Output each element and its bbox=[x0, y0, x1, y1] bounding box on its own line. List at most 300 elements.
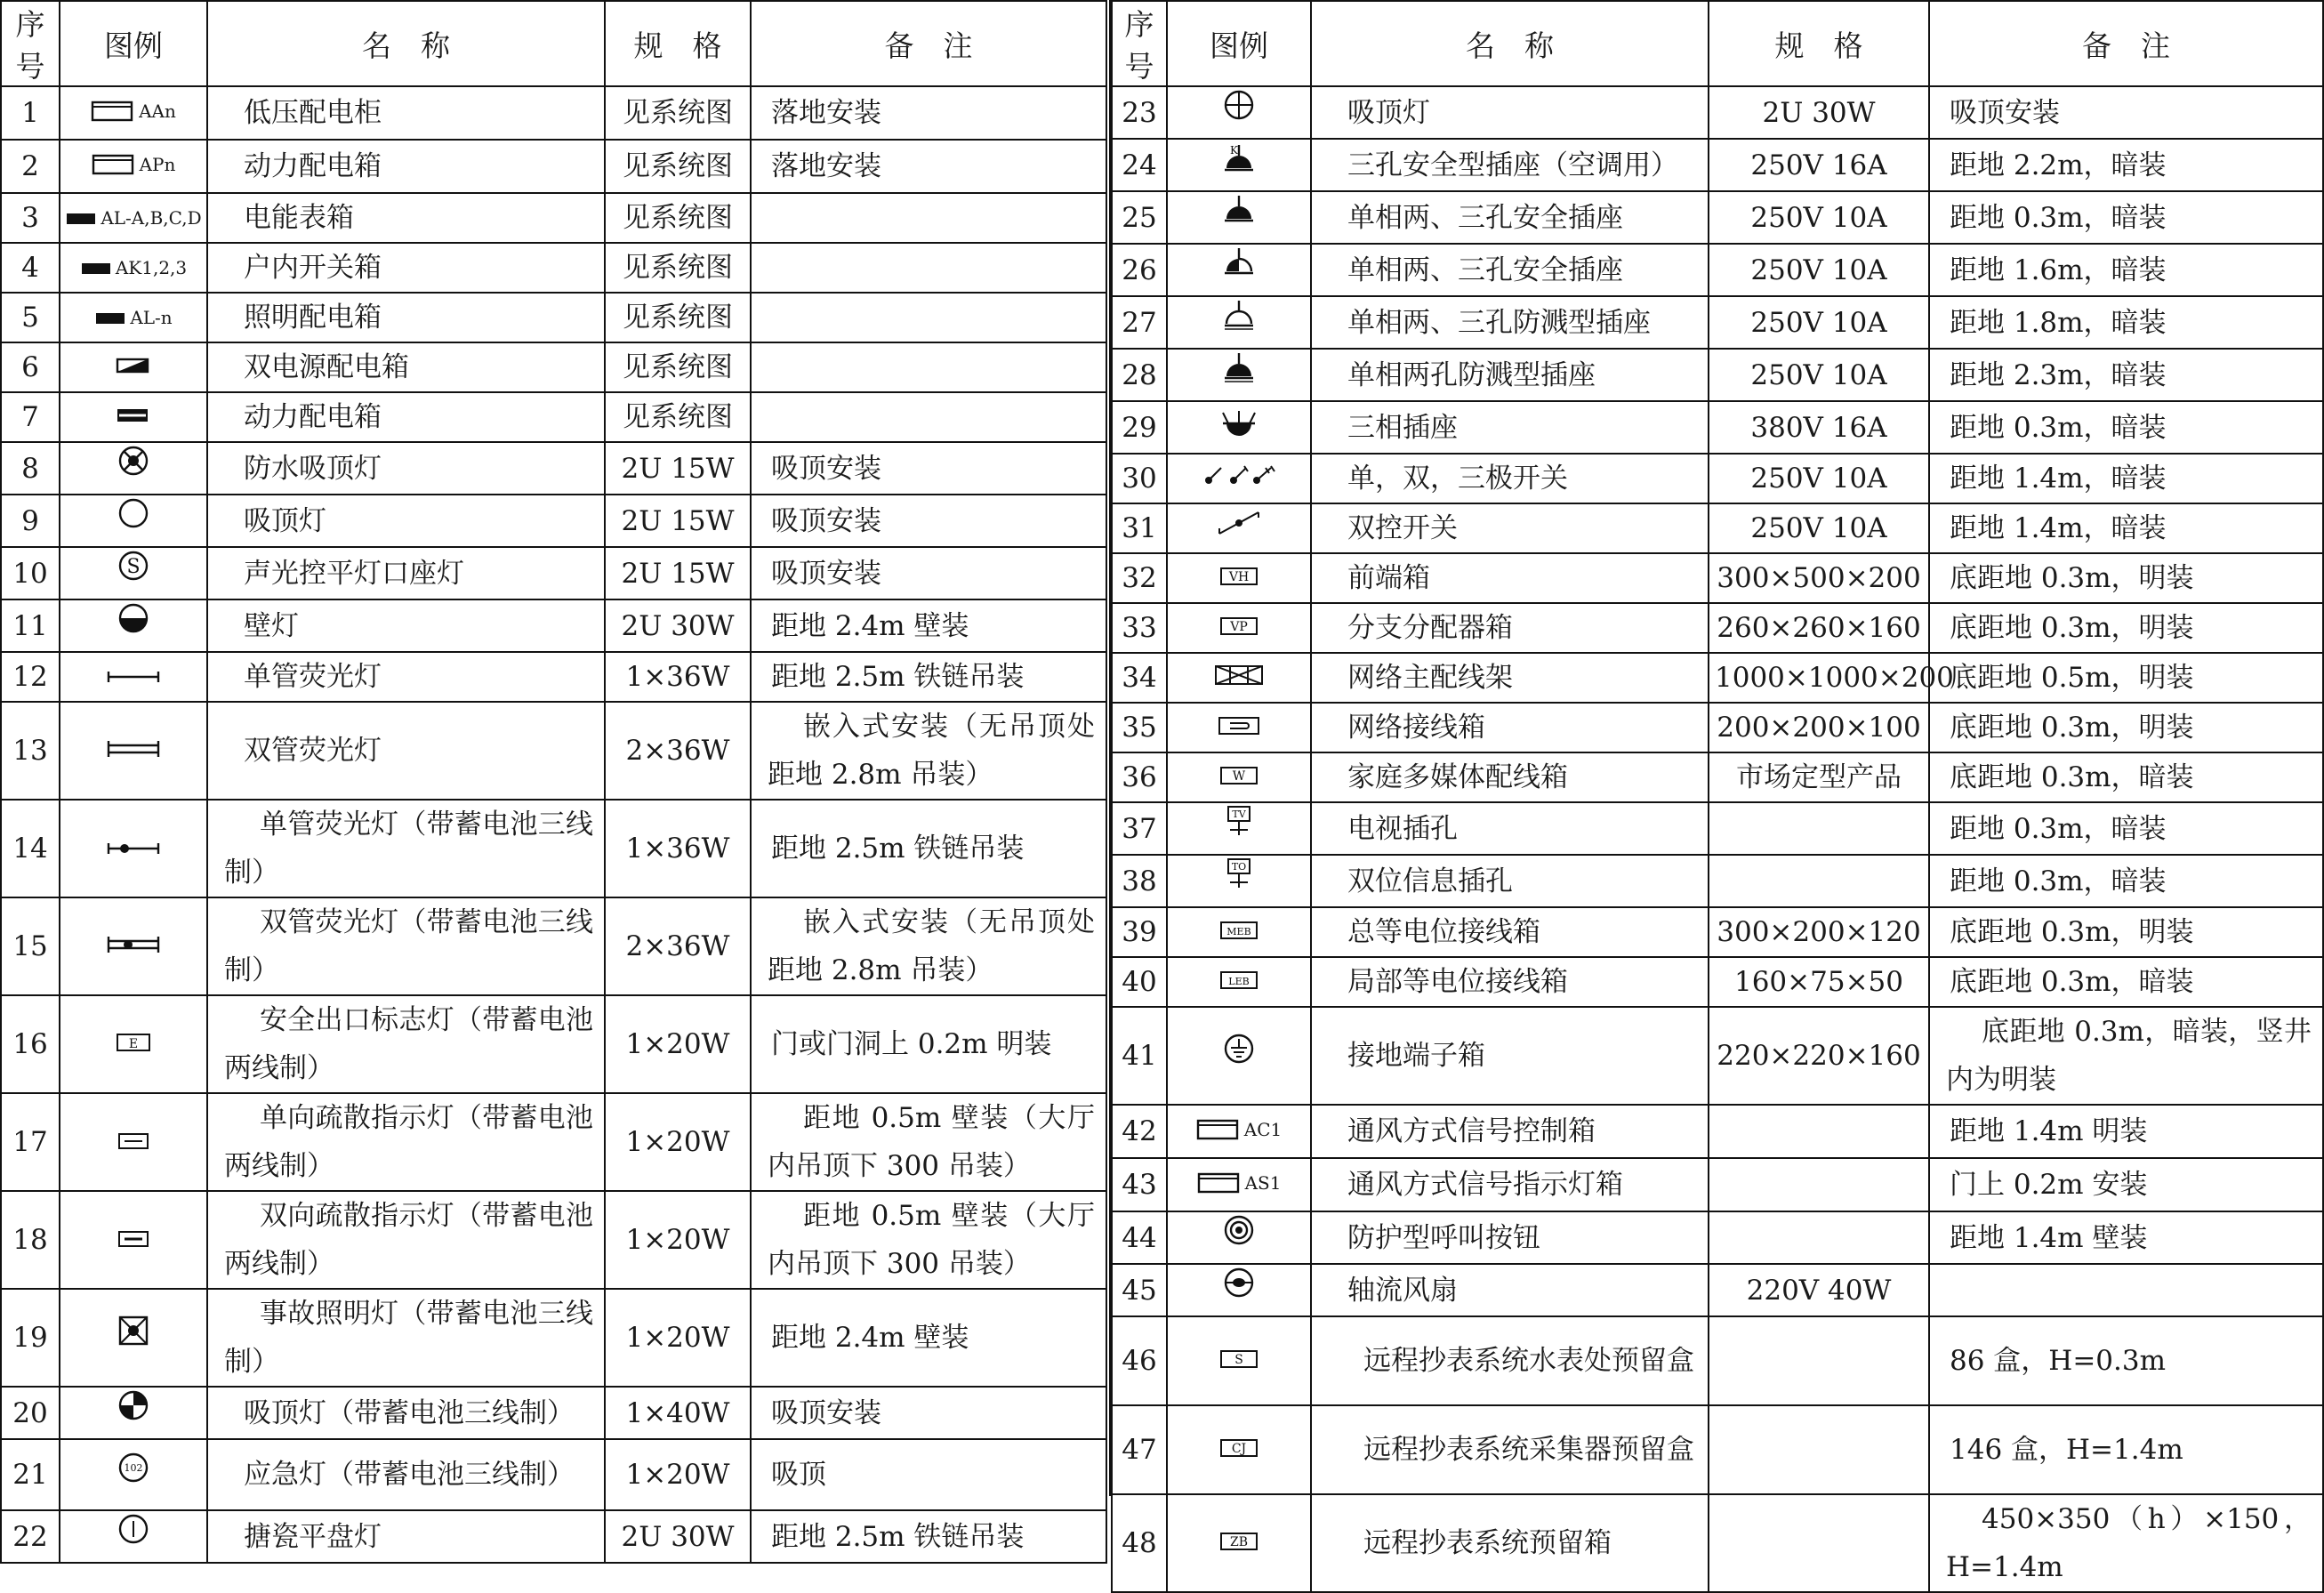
ground-terminal-icon bbox=[1221, 1031, 1257, 1066]
item-spec: 2U 30W bbox=[1709, 86, 1929, 139]
symbol-cell bbox=[60, 1289, 207, 1387]
header-name: 名 称 bbox=[1311, 1, 1709, 86]
symbol-label: AL-n bbox=[130, 307, 173, 328]
item-note: 吸顶安装 bbox=[751, 1387, 1106, 1439]
item-note: 底距地 0.3m，暗装 bbox=[1929, 752, 2323, 802]
header-symbol: 图例 bbox=[60, 1, 207, 86]
item-note: 吸顶 bbox=[751, 1439, 1106, 1510]
emergency-102-icon bbox=[116, 1450, 151, 1485]
header-no: 序号 bbox=[1, 1, 60, 86]
symbol-cell bbox=[60, 897, 207, 995]
row-number: 33 bbox=[1112, 603, 1167, 653]
symbol-cell bbox=[60, 293, 207, 342]
symbol-cell bbox=[1167, 191, 1311, 244]
safety-socket-icon bbox=[1221, 192, 1257, 228]
svg-text:ZB: ZB bbox=[1229, 1535, 1249, 1549]
header-spec: 规 格 bbox=[1709, 1, 1929, 86]
table-header-row bbox=[1, 1, 1106, 86]
table-row bbox=[1, 1387, 1106, 1439]
item-spec bbox=[1709, 1158, 1929, 1211]
item-note: 底距地 0.3m，暗装，竖井内为明装 bbox=[1929, 1007, 2323, 1105]
item-spec: 见系统图 bbox=[605, 342, 751, 392]
item-note bbox=[751, 293, 1106, 342]
table-row bbox=[1112, 401, 2323, 454]
row-number: 35 bbox=[1112, 703, 1167, 752]
two-way-switch-icon bbox=[1214, 509, 1264, 537]
item-spec: 2U 15W bbox=[605, 495, 751, 547]
svg-text:VH: VH bbox=[1228, 570, 1250, 584]
item-spec: 250V 10A bbox=[1709, 454, 1929, 503]
table-row bbox=[1112, 1007, 2323, 1105]
box-label-icon bbox=[1196, 1117, 1241, 1142]
row-number: 17 bbox=[1, 1093, 60, 1191]
item-spec bbox=[1709, 1316, 1929, 1405]
item-spec: 2U 30W bbox=[605, 599, 751, 652]
table-row bbox=[1, 342, 1106, 392]
legend-table-right bbox=[1111, 0, 2322, 1583]
symbol-cell bbox=[60, 342, 207, 392]
item-name: 动力配电箱 bbox=[207, 392, 605, 442]
row-number: 4 bbox=[1, 243, 60, 293]
item-spec: 1×20W bbox=[605, 995, 751, 1093]
item-note: 落地安装 bbox=[751, 140, 1106, 193]
item-spec: 1×20W bbox=[605, 1191, 751, 1289]
power-box-icon bbox=[116, 405, 151, 426]
symbol-cell bbox=[60, 86, 207, 140]
row-number: 45 bbox=[1112, 1264, 1167, 1316]
item-name: 总等电位接线箱 bbox=[1311, 907, 1709, 957]
sound-light-lamp-icon bbox=[116, 548, 151, 583]
axial-fan-icon bbox=[1221, 1265, 1257, 1300]
item-note bbox=[751, 392, 1106, 442]
item-note: 吸顶安装 bbox=[1929, 86, 2323, 139]
item-name: 单相两、三孔安全插座 bbox=[1311, 244, 1709, 296]
symbol-cell bbox=[60, 995, 207, 1093]
item-name: 三孔安全型插座（空调用） bbox=[1311, 139, 1709, 191]
item-name: 双位信息插孔 bbox=[1311, 855, 1709, 907]
item-note: 底距地 0.3m，明装 bbox=[1929, 703, 2323, 752]
item-name: 家庭多媒体配线箱 bbox=[1311, 752, 1709, 802]
battery-ceiling-lamp-icon bbox=[116, 1388, 151, 1423]
symbol-label: AAn bbox=[139, 101, 176, 122]
splashproof-two-hole-icon bbox=[1221, 350, 1257, 385]
header-name: 名 称 bbox=[207, 1, 605, 86]
table-row bbox=[1, 652, 1106, 702]
item-note bbox=[751, 193, 1106, 243]
one-way-evacuation-icon bbox=[116, 1131, 151, 1151]
symbol-cell bbox=[1167, 1264, 1311, 1316]
item-spec bbox=[1709, 802, 1929, 855]
splashproof-socket-icon bbox=[1221, 297, 1257, 333]
item-note: 门或门洞上 0.2m 明装 bbox=[751, 995, 1106, 1093]
item-name: 吸顶灯 bbox=[207, 495, 605, 547]
item-note: 距地 0.5m 壁装（大厅内吊顶下 300 吊装） bbox=[751, 1093, 1106, 1191]
item-note: 吸顶安装 bbox=[751, 442, 1106, 495]
row-number: 3 bbox=[1, 193, 60, 243]
table-row bbox=[1112, 752, 2323, 802]
item-spec: 250V 10A bbox=[1709, 191, 1929, 244]
table-row bbox=[1112, 1158, 2323, 1211]
ceiling-lamp-cross-icon bbox=[1221, 87, 1257, 123]
item-note: 距地 2.4m 壁装 bbox=[751, 1289, 1106, 1387]
labeled-box-icon bbox=[1219, 1348, 1258, 1370]
symbol-cell bbox=[60, 1439, 207, 1510]
row-number: 2 bbox=[1, 140, 60, 193]
table-row bbox=[1, 392, 1106, 442]
item-name: 分支分配器箱 bbox=[1311, 603, 1709, 653]
double-fluorescent-battery-icon bbox=[105, 934, 162, 955]
row-number: 10 bbox=[1, 547, 60, 599]
table-row bbox=[1, 1191, 1106, 1289]
item-name: 网络接线箱 bbox=[1311, 703, 1709, 752]
row-number: 21 bbox=[1, 1439, 60, 1510]
item-name: 双控开关 bbox=[1311, 503, 1709, 553]
item-note: 距地 1.4m 壁装 bbox=[1929, 1211, 2323, 1264]
row-number: 46 bbox=[1112, 1316, 1167, 1405]
symbol-cell bbox=[1167, 1405, 1311, 1494]
symbol-cell bbox=[60, 1387, 207, 1439]
item-spec: 300×500×200 bbox=[1709, 553, 1929, 603]
crossed-box-icon bbox=[1214, 664, 1264, 687]
symbol-cell bbox=[1167, 349, 1311, 401]
item-spec: 1×20W bbox=[605, 1093, 751, 1191]
ceiling-lamp-icon bbox=[116, 495, 151, 531]
svg-text:S: S bbox=[1234, 1353, 1243, 1367]
item-name: 吸顶灯 bbox=[1311, 86, 1709, 139]
symbol-cell bbox=[60, 1093, 207, 1191]
row-number: 38 bbox=[1112, 855, 1167, 907]
table-row bbox=[1, 800, 1106, 897]
labeled-box-icon bbox=[1219, 1437, 1258, 1459]
item-name: 动力配电箱 bbox=[207, 140, 605, 193]
single-fluorescent-icon bbox=[105, 668, 162, 686]
symbol-cell bbox=[1167, 752, 1311, 802]
svg-text:W: W bbox=[1232, 769, 1246, 784]
filled-rect-label-icon bbox=[80, 259, 112, 277]
item-name: 壁灯 bbox=[207, 599, 605, 652]
call-button-icon bbox=[1221, 1212, 1257, 1248]
table-row bbox=[1112, 855, 2323, 907]
row-number: 36 bbox=[1112, 752, 1167, 802]
item-name: 搪瓷平盘灯 bbox=[207, 1510, 605, 1563]
waterproof-lamp-icon bbox=[116, 443, 151, 479]
item-spec: 见系统图 bbox=[605, 392, 751, 442]
info-outlet-icon bbox=[1221, 856, 1257, 891]
item-note: 距地 1.4m，暗装 bbox=[1929, 454, 2323, 503]
item-spec: 市场定型产品 bbox=[1709, 752, 1929, 802]
item-spec: 2×36W bbox=[605, 702, 751, 800]
symbol-cell bbox=[1167, 1494, 1311, 1592]
box-label-icon bbox=[92, 152, 136, 177]
item-note: 86 盒，H=0.3m bbox=[1929, 1316, 2323, 1405]
table-row bbox=[1, 702, 1106, 800]
table-row bbox=[1112, 703, 2323, 752]
row-number: 39 bbox=[1112, 907, 1167, 957]
item-note: 距地 1.6m，暗装 bbox=[1929, 244, 2323, 296]
two-way-evacuation-icon bbox=[116, 1229, 151, 1249]
svg-text:TV: TV bbox=[1232, 809, 1246, 820]
symbol-cell bbox=[60, 1191, 207, 1289]
table-row bbox=[1, 1289, 1106, 1387]
item-name: 通风方式信号控制箱 bbox=[1311, 1105, 1709, 1158]
item-name: 双管荧光灯（带蓄电池三线制） bbox=[207, 897, 605, 995]
item-name: 单管荧光灯（带蓄电池三线制） bbox=[207, 800, 605, 897]
item-name: 应急灯（带蓄电池三线制） bbox=[207, 1439, 605, 1510]
item-name: 事故照明灯（带蓄电池三线制） bbox=[207, 1289, 605, 1387]
table-row bbox=[1, 1439, 1106, 1510]
item-spec: 2×36W bbox=[605, 897, 751, 995]
row-number: 12 bbox=[1, 652, 60, 702]
row-number: 27 bbox=[1112, 296, 1167, 349]
row-number: 48 bbox=[1112, 1494, 1167, 1592]
symbol-cell bbox=[60, 495, 207, 547]
item-name: 轴流风扇 bbox=[1311, 1264, 1709, 1316]
table-row bbox=[1, 897, 1106, 995]
symbol-cell bbox=[1167, 454, 1311, 503]
symbol-cell bbox=[1167, 653, 1311, 703]
item-note: 距地 1.8m，暗装 bbox=[1929, 296, 2323, 349]
three-phase-socket-icon bbox=[1219, 402, 1258, 438]
item-spec: 250V 10A bbox=[1709, 244, 1929, 296]
header-symbol: 图例 bbox=[1167, 1, 1311, 86]
item-name: 照明配电箱 bbox=[207, 293, 605, 342]
item-note: 距地 2.5m 铁链吊装 bbox=[751, 652, 1106, 702]
symbol-cell bbox=[60, 652, 207, 702]
item-note: 距地 0.3m，暗装 bbox=[1929, 855, 2323, 907]
item-name: 单相两、三孔防溅型插座 bbox=[1311, 296, 1709, 349]
item-note: 距地 0.3m，暗装 bbox=[1929, 802, 2323, 855]
item-name: 单，双，三极开关 bbox=[1311, 454, 1709, 503]
item-name: 安全出口标志灯（带蓄电池两线制） bbox=[207, 995, 605, 1093]
item-name: 远程抄表系统水表处预留盒 bbox=[1311, 1316, 1709, 1405]
row-number: 22 bbox=[1, 1510, 60, 1563]
table-row bbox=[1112, 139, 2323, 191]
safety-socket-half-icon bbox=[1221, 245, 1257, 280]
item-name: 网络主配线架 bbox=[1311, 653, 1709, 703]
item-spec: 250V 10A bbox=[1709, 349, 1929, 401]
table-row bbox=[1, 495, 1106, 547]
row-number: 30 bbox=[1112, 454, 1167, 503]
table-row bbox=[1112, 1211, 2323, 1264]
table-row bbox=[1112, 1405, 2323, 1494]
table-row bbox=[1, 599, 1106, 652]
item-note: 距地 1.4m，暗装 bbox=[1929, 503, 2323, 553]
table-row bbox=[1112, 603, 2323, 653]
svg-text:E: E bbox=[128, 1037, 139, 1051]
item-name: 户内开关箱 bbox=[207, 243, 605, 293]
legend-table-left bbox=[0, 0, 1106, 1553]
row-number: 14 bbox=[1, 800, 60, 897]
table-row bbox=[1, 1093, 1106, 1191]
row-number: 34 bbox=[1112, 653, 1167, 703]
item-spec: 1×40W bbox=[605, 1387, 751, 1439]
item-spec: 见系统图 bbox=[605, 193, 751, 243]
item-note: 底距地 0.3m，暗装 bbox=[1929, 957, 2323, 1007]
item-note: 距地 0.3m，暗装 bbox=[1929, 401, 2323, 454]
item-note: 底距地 0.3m，明装 bbox=[1929, 907, 2323, 957]
row-number: 28 bbox=[1112, 349, 1167, 401]
symbol-label: AK1,2,3 bbox=[115, 257, 188, 278]
item-name: 低压配电柜 bbox=[207, 86, 605, 140]
item-note bbox=[751, 342, 1106, 392]
table-row bbox=[1112, 296, 2323, 349]
row-number: 9 bbox=[1, 495, 60, 547]
row-number: 15 bbox=[1, 897, 60, 995]
symbol-cell bbox=[1167, 855, 1311, 907]
table-row bbox=[1112, 86, 2323, 139]
labeled-box-icon bbox=[1219, 1531, 1258, 1552]
item-name: 防水吸顶灯 bbox=[207, 442, 605, 495]
tv-outlet-icon bbox=[1221, 803, 1257, 839]
row-number: 8 bbox=[1, 442, 60, 495]
filled-rect-label-icon bbox=[94, 309, 126, 326]
svg-text:CJ: CJ bbox=[1231, 1442, 1247, 1456]
item-note: 嵌入式安装（无吊顶处距地 2.8m 吊装） bbox=[751, 702, 1106, 800]
item-name: 电能表箱 bbox=[207, 193, 605, 243]
item-spec: 250V 10A bbox=[1709, 296, 1929, 349]
symbol-cell bbox=[60, 599, 207, 652]
porcelain-lamp-icon bbox=[116, 1511, 151, 1547]
header-note: 备 注 bbox=[1929, 1, 2323, 86]
network-box-icon bbox=[1218, 715, 1260, 736]
row-number: 25 bbox=[1112, 191, 1167, 244]
svg-text:S: S bbox=[126, 556, 141, 578]
item-name: 远程抄表系统采集器预留盒 bbox=[1311, 1405, 1709, 1494]
item-note: 嵌入式安装（无吊顶处距地 2.8m 吊装） bbox=[751, 897, 1106, 995]
switches-icon bbox=[1202, 461, 1276, 487]
item-spec bbox=[1709, 1494, 1929, 1592]
row-number: 6 bbox=[1, 342, 60, 392]
item-spec: 380V 16A bbox=[1709, 401, 1929, 454]
row-number: 31 bbox=[1112, 503, 1167, 553]
row-number: 13 bbox=[1, 702, 60, 800]
item-spec bbox=[1709, 1105, 1929, 1158]
table-row bbox=[1, 293, 1106, 342]
row-number: 29 bbox=[1112, 401, 1167, 454]
item-name: 双电源配电箱 bbox=[207, 342, 605, 392]
symbol-cell bbox=[1167, 244, 1311, 296]
item-name: 远程抄表系统预留箱 bbox=[1311, 1494, 1709, 1592]
symbol-label: AL-A,B,C,D bbox=[101, 207, 202, 229]
row-number: 43 bbox=[1112, 1158, 1167, 1211]
symbol-cell bbox=[1167, 86, 1311, 139]
item-spec bbox=[1709, 855, 1929, 907]
symbol-label: AS1 bbox=[1244, 1172, 1282, 1194]
labeled-box-icon bbox=[1219, 969, 1258, 991]
row-number: 40 bbox=[1112, 957, 1167, 1007]
labeled-box-icon bbox=[1219, 920, 1258, 941]
symbol-cell bbox=[60, 702, 207, 800]
item-spec: 1×20W bbox=[605, 1289, 751, 1387]
dual-power-box-icon bbox=[116, 355, 151, 376]
row-number: 20 bbox=[1, 1387, 60, 1439]
item-note: 146 盒，H=1.4m bbox=[1929, 1405, 2323, 1494]
symbol-cell bbox=[1167, 401, 1311, 454]
item-note: 落地安装 bbox=[751, 86, 1106, 140]
row-number: 41 bbox=[1112, 1007, 1167, 1105]
symbol-cell bbox=[1167, 1211, 1311, 1264]
row-number: 18 bbox=[1, 1191, 60, 1289]
table-row bbox=[1112, 1105, 2323, 1158]
row-number: 5 bbox=[1, 293, 60, 342]
table-row bbox=[1112, 907, 2323, 957]
table-row bbox=[1112, 503, 2323, 553]
item-name: 单管荧光灯 bbox=[207, 652, 605, 702]
ac-socket-icon bbox=[1221, 140, 1257, 175]
item-spec bbox=[1709, 1405, 1929, 1494]
symbol-cell bbox=[1167, 907, 1311, 957]
symbol-label: AC1 bbox=[1243, 1119, 1283, 1140]
item-spec: 160×75×50 bbox=[1709, 957, 1929, 1007]
item-spec: 见系统图 bbox=[605, 140, 751, 193]
filled-rect-label-icon bbox=[65, 209, 97, 227]
symbol-cell bbox=[60, 1510, 207, 1563]
table-row bbox=[1112, 1316, 2323, 1405]
row-number: 47 bbox=[1112, 1405, 1167, 1494]
row-number: 26 bbox=[1112, 244, 1167, 296]
item-note: 距地 0.5m 壁装（大厅内吊顶下 300 吊装） bbox=[751, 1191, 1106, 1289]
symbol-cell bbox=[1167, 1158, 1311, 1211]
table-row bbox=[1112, 957, 2323, 1007]
table-row bbox=[1112, 802, 2323, 855]
item-name: 三相插座 bbox=[1311, 401, 1709, 454]
item-spec: 2U 15W bbox=[605, 547, 751, 599]
item-spec: 260×260×160 bbox=[1709, 603, 1929, 653]
item-spec: 220V 40W bbox=[1709, 1264, 1929, 1316]
item-name: 单相两、三孔安全插座 bbox=[1311, 191, 1709, 244]
single-fluorescent-battery-icon bbox=[105, 840, 162, 857]
symbol-cell bbox=[1167, 1316, 1311, 1405]
item-note: 距地 2.3m，暗装 bbox=[1929, 349, 2323, 401]
table-row bbox=[1112, 244, 2323, 296]
item-spec: 1×36W bbox=[605, 800, 751, 897]
table-header-row bbox=[1112, 1, 2323, 86]
svg-text:102: 102 bbox=[124, 1461, 143, 1474]
symbol-cell bbox=[60, 800, 207, 897]
item-spec bbox=[1709, 1211, 1929, 1264]
item-spec: 见系统图 bbox=[605, 86, 751, 140]
table-row bbox=[1, 547, 1106, 599]
box-label-icon bbox=[91, 99, 135, 124]
item-name: 双管荧光灯 bbox=[207, 702, 605, 800]
row-number: 37 bbox=[1112, 802, 1167, 855]
svg-text:K: K bbox=[1230, 144, 1238, 157]
table-row bbox=[1, 1510, 1106, 1563]
symbol-cell bbox=[1167, 1105, 1311, 1158]
item-note: 距地 2.5m 铁链吊装 bbox=[751, 1510, 1106, 1563]
svg-text:LEB: LEB bbox=[1228, 976, 1250, 987]
labeled-box-icon bbox=[1219, 615, 1258, 637]
item-name: 接地端子箱 bbox=[1311, 1007, 1709, 1105]
row-number: 1 bbox=[1, 86, 60, 140]
item-name: 声光控平灯口座灯 bbox=[207, 547, 605, 599]
table-row bbox=[1, 140, 1106, 193]
row-number: 44 bbox=[1112, 1211, 1167, 1264]
item-spec: 2U 15W bbox=[605, 442, 751, 495]
header-spec: 规 格 bbox=[605, 1, 751, 86]
table-row bbox=[1112, 653, 2323, 703]
item-note: 吸顶安装 bbox=[751, 495, 1106, 547]
item-spec: 200×200×100 bbox=[1709, 703, 1929, 752]
row-number: 19 bbox=[1, 1289, 60, 1387]
table-row bbox=[1112, 349, 2323, 401]
item-name: 吸顶灯（带蓄电池三线制） bbox=[207, 1387, 605, 1439]
item-name: 双向疏散指示灯（带蓄电池两线制） bbox=[207, 1191, 605, 1289]
row-number: 16 bbox=[1, 995, 60, 1093]
item-note bbox=[751, 243, 1106, 293]
item-note: 底距地 0.3m，明装 bbox=[1929, 603, 2323, 653]
item-spec: 见系统图 bbox=[605, 243, 751, 293]
